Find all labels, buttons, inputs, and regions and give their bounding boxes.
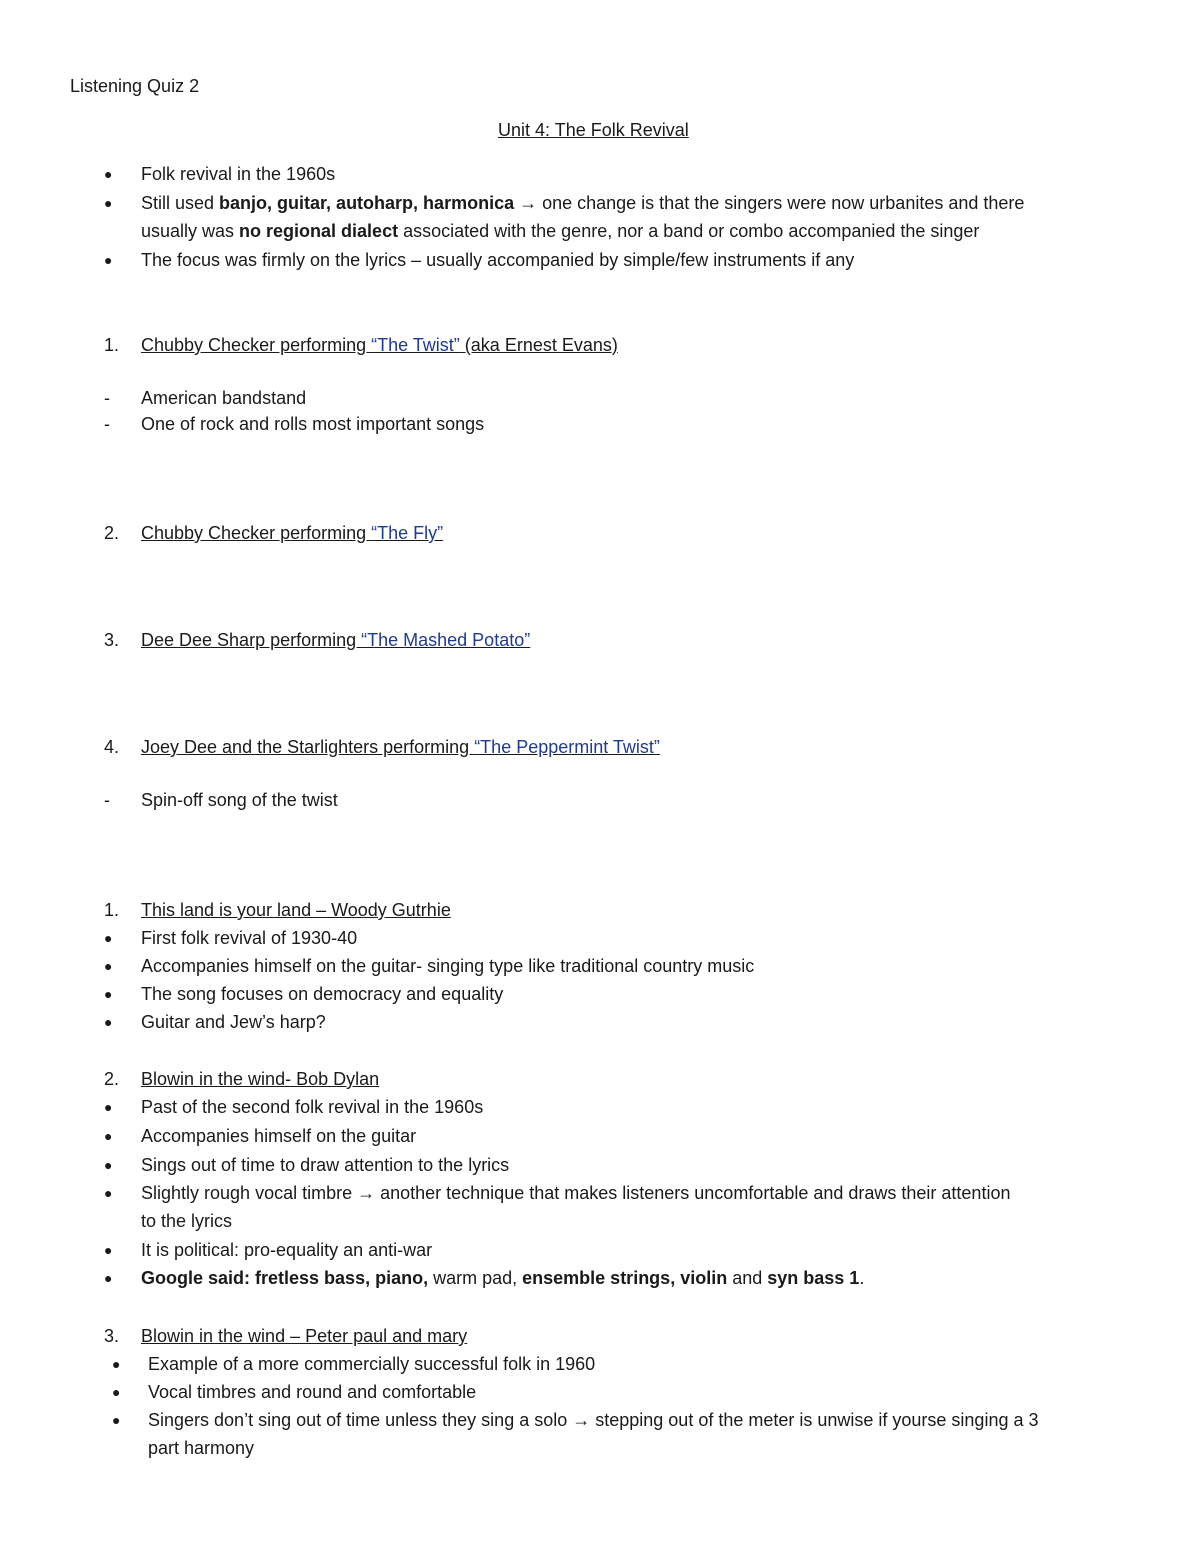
folk-item-2-bullet-4: Slightly rough vocal timbre → another technique that makes listeners uncomfortable and draws their attention [141,1183,1011,1203]
list-number: 4. [104,737,120,757]
dance-item-4-text: Joey Dee and the Starlighters performing [141,737,475,757]
dance-item-1-text: Chubby Checker performing [141,335,372,355]
peppermint-twist-link[interactable]: “The Peppermint Twist” [474,737,660,757]
bullet-icon: ● [104,1014,113,1030]
folk-item-3-bullet-2: Vocal timbres and round and comfortable [148,1382,477,1402]
intro-bullet-3: The focus was firmly on the lyrics – usually accompanied by simple/few instruments if any [141,250,855,270]
bullet-icon: ● [104,1099,113,1115]
instruments-bold: banjo, guitar, autoharp, harmonica [219,193,515,213]
dash-marker: - [104,790,110,810]
intro-bullet-2-text-c: → one change is that the singers were now urbanites and there [514,193,1025,213]
bullet-icon: ● [104,195,113,211]
doc-title: Listening Quiz 2 [70,76,200,96]
folk-item-1-bullet-3: The song focuses on democracy and equality [141,984,504,1004]
instrument-list-e: syn bass 1 [767,1268,860,1288]
folk-item-2-bullet-6 [141,1264,864,1292]
mashed-potato-link[interactable]: “The Mashed Potato” [361,630,531,650]
folk-item-2-bullet-3: Sings out of time to draw attention to the lyrics [141,1155,510,1175]
bullet-icon: ● [104,930,113,946]
folk-item-2-bullet-5: It is political: pro-equality an anti-war [141,1240,433,1260]
bullet-icon: ● [104,1157,113,1173]
folk-item-2-bullet-2: Accompanies himself on the guitar [141,1126,417,1146]
dash-marker: - [104,414,110,434]
folk-item-3-bullet-3-cont: part harmony [148,1438,255,1458]
the-twist-link[interactable]: “The Twist” [371,335,460,355]
bullet-icon: ● [104,986,113,1002]
dance-item-4-note-1: Spin-off song of the twist [141,790,338,810]
folk-item-2-bullet-1: Past of the second folk revival in the 1960s [141,1097,484,1117]
list-number: 3. [104,630,120,650]
folk-item-1-bullet-4: Guitar and Jew’s harp? [141,1012,326,1032]
bullet-icon: ● [104,1270,113,1286]
bullet-icon: ● [104,958,113,974]
intro-bullet-2-text-a: Still used [141,193,220,213]
folk-item-2-bullet-4-cont: to the lyrics [141,1211,233,1231]
dance-item-4 [141,733,660,761]
bullet-icon: ● [104,1242,113,1258]
dance-item-3-text: Dee Dee Sharp performing [141,630,362,650]
bullet-icon: ● [104,1185,113,1201]
bullet-icon: ● [104,252,113,268]
bullet-icon: ● [104,166,113,182]
list-number: 1. [104,900,120,920]
folk-item-1-title: This land is your land – Woody Gutrhie [141,900,451,920]
intro-bullet-2-text-f: associated with the genre, nor a band or combo accompanied the singer [398,221,980,241]
dance-item-2 [141,519,443,547]
instrument-list-end: . [859,1268,865,1288]
list-number: 2. [104,1069,120,1089]
folk-item-3-title: Blowin in the wind – Peter paul and mary [141,1326,468,1346]
folk-item-2-title: Blowin in the wind- Bob Dylan [141,1069,380,1089]
list-number: 2. [104,523,120,543]
bullet-icon: ● [112,1384,121,1400]
google-said-label: Google said: [141,1268,256,1288]
dance-item-3 [141,626,530,654]
folk-item-1-bullet-2: Accompanies himself on the guitar- singing type like traditional country music [141,956,755,976]
intro-bullet-1: Folk revival in the 1960s [141,164,336,184]
folk-item-3-bullet-3: Singers don’t sing out of time unless they sing a solo → stepping out of the meter is unwise if yourse singing a 3 [148,1410,1039,1430]
instrument-list-d: and [727,1268,768,1288]
bullet-icon: ● [112,1356,121,1372]
dash-marker: - [104,388,110,408]
the-fly-link[interactable]: “The Fly” [371,523,444,543]
dance-item-1-aka: (aka Ernest Evans) [459,335,618,355]
instrument-list-b: warm pad, [428,1268,523,1288]
list-number: 1. [104,335,120,355]
unit-heading: Unit 4: The Folk Revival [498,120,689,140]
intro-bullet-2 [141,189,1024,217]
instrument-list-c: ensemble strings, violin [522,1268,728,1288]
bullet-icon: ● [112,1412,121,1428]
instrument-list-a: fretless bass, piano, [255,1268,429,1288]
list-number: 3. [104,1326,120,1346]
folk-item-3-bullet-1: Example of a more commercially successful folk in 1960 [148,1354,596,1374]
folk-item-1-bullet-1: First folk revival of 1930-40 [141,928,358,948]
dance-item-1-note-1: American bandstand [141,388,307,408]
dance-item-2-text: Chubby Checker performing [141,523,372,543]
dialect-bold: no regional dialect [239,221,399,241]
intro-bullet-2-cont [141,217,979,245]
dance-item-1 [141,331,618,359]
intro-bullet-2-text-d: usually was [141,221,240,241]
bullet-icon: ● [104,1128,113,1144]
dance-item-1-note-2: One of rock and rolls most important songs [141,414,485,434]
